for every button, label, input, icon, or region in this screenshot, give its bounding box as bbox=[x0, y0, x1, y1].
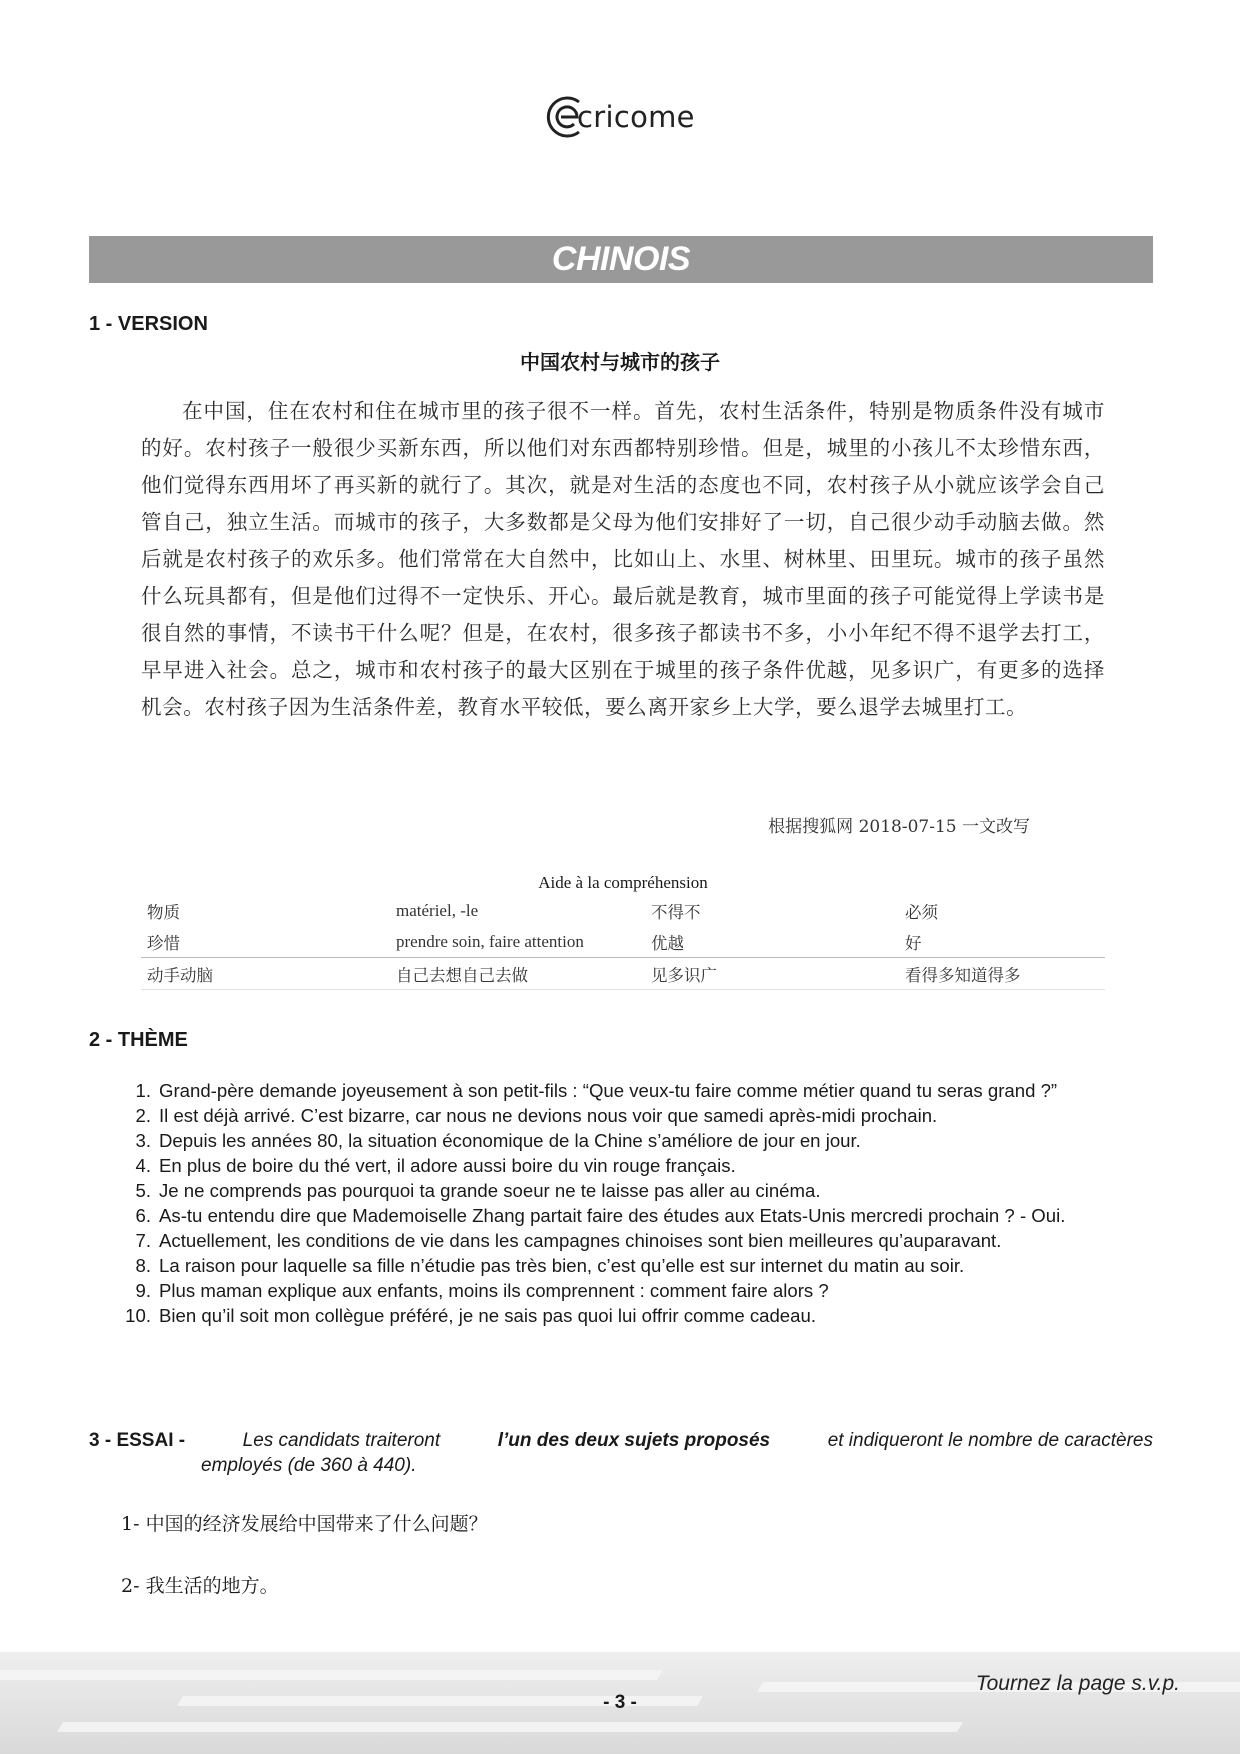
essai-block bbox=[89, 1428, 1153, 1478]
page-number: - 3 - bbox=[603, 1692, 637, 1713]
theme-item-number: 5. bbox=[135, 1180, 151, 1201]
theme-item-text: Plus maman explique aux enfants, moins ils comprennent : comment faire alors ? bbox=[159, 1280, 829, 1301]
essai-subject-text: 中国的经济发展给中国带来了什么问题？ bbox=[145, 1513, 488, 1535]
theme-item-text: Bien qu’il soit mon collègue préféré, je ne sais pas quoi lui offrir comme cadeau. bbox=[159, 1305, 816, 1326]
glossary-row bbox=[141, 895, 1105, 926]
theme-item-number: 8. bbox=[135, 1255, 151, 1276]
essai-instruction-a: Les candidats traiteront bbox=[242, 1430, 441, 1451]
theme-item-number: 4. bbox=[135, 1155, 151, 1176]
essai-subject bbox=[121, 1571, 279, 1598]
glossary-cell: prendre soin, faire attention bbox=[396, 931, 584, 951]
theme-item bbox=[119, 1278, 1153, 1303]
glossary-table bbox=[141, 895, 1105, 990]
theme-item bbox=[119, 1128, 1153, 1153]
theme-item-text: Il est déjà arrivé. C’est bizarre, car nous ne devions nous voir que samedi après-midi prochain. bbox=[159, 1105, 938, 1126]
theme-item bbox=[119, 1228, 1153, 1253]
glossary-cell: 动手动脑 bbox=[141, 958, 390, 990]
glossary-cell: 优越 bbox=[651, 933, 684, 953]
theme-item bbox=[119, 1178, 1153, 1203]
theme-list bbox=[119, 1078, 1153, 1328]
logo-text: cricome bbox=[577, 100, 695, 134]
footer-stripe bbox=[57, 1722, 963, 1732]
theme-item-text: Depuis les années 80, la situation économique de la Chine s’améliore de jour en jour. bbox=[159, 1130, 861, 1151]
glossary-cell: 必须 bbox=[905, 902, 938, 922]
theme-item-text: Actuellement, les conditions de vie dans les campagnes chinoises sont bien meilleures qu’auparavant. bbox=[159, 1230, 1002, 1251]
theme-item bbox=[119, 1303, 1153, 1328]
theme-item-number: 6. bbox=[135, 1205, 151, 1226]
theme-item-text: As-tu entendu dire que Mademoiselle Zhang partait faire des études aux Etats-Unis mercredi prochain ? - Oui. bbox=[159, 1205, 1066, 1226]
aide-title: Aide à la compréhension bbox=[538, 873, 708, 892]
theme-item bbox=[119, 1078, 1153, 1103]
theme-item bbox=[119, 1103, 1153, 1128]
essai-subject bbox=[121, 1509, 488, 1536]
glossary-row bbox=[141, 926, 1105, 958]
theme-item bbox=[119, 1203, 1153, 1228]
essai-instruction-c: et indiqueront le nombre de caractères bbox=[827, 1430, 1153, 1451]
version-title: 中国农村与城市的孩子 bbox=[520, 350, 720, 374]
theme-item-number: 3. bbox=[135, 1130, 151, 1151]
theme-item-text: Je ne comprends pas pourquoi ta grande soeur ne te laisse pas aller au cinéma. bbox=[159, 1180, 821, 1201]
theme-item-text: Grand-père demande joyeusement à son petit-fils : “Que veux-tu faire comme métier quand tu seras grand ?” bbox=[159, 1080, 1058, 1101]
theme-item-number: 2. bbox=[135, 1105, 151, 1126]
ecricome-logo bbox=[545, 92, 695, 142]
theme-item bbox=[119, 1153, 1153, 1178]
theme-heading: 2 - THÈME bbox=[89, 1029, 188, 1051]
glossary-row bbox=[141, 958, 1105, 990]
theme-item-number: 7. bbox=[135, 1230, 151, 1251]
version-text: 在中国，住在农村和住在城市里的孩子很不一样。首先，农村生活条件，特别是物质条件没有城市的好。农村孩子一般很少买新东西，所以他们对东西都特别珍惜。但是，城里的小孩儿不太珍惜东西，他们觉得东西用坏了再买新的就行了。其次，就是对生活的态度也不同，农村孩子从小就应该学会自己管自己，独立生活。而城市的孩子，大多数都是父母为他们安排好了一切，自己很少动手动脑去做。然后就是农村孩子的欢乐多。他们常常在大自然中，比如山上、水里、树林里、田里玩。城市的孩子虽然什么玩具都有，但是他们过得不一定快乐、开心。最后就是教育，城市里面的孩子可能觉得上学读书是很自然的事情，不读书干什么呢？但是，在农村，很多孩子都读书不多，小小年纪不得不退学去打工，早早进入社会。总之，城市和农村孩子的最大区别在于城里的孩子条件优越，见多识广，有更多的选择机会。农村孩子因为生活条件差，教育水平较低，要么离开家乡上大学，要么退学去城里打工。 bbox=[141, 399, 1105, 719]
turn-page-note: Tournez la page s.v.p. bbox=[975, 1672, 1180, 1695]
essai-instruction-d: employés (de 360 à 440). bbox=[201, 1455, 417, 1476]
glossary-cell: 看得多知道得多 bbox=[899, 958, 1105, 990]
theme-item-number: 10. bbox=[125, 1305, 151, 1326]
theme-item-number: 1. bbox=[135, 1080, 151, 1101]
essai-instructions bbox=[89, 1428, 1153, 1453]
theme-item bbox=[119, 1253, 1153, 1278]
glossary-cell: 珍惜 bbox=[147, 933, 180, 953]
essai-heading: 3 - ESSAI - bbox=[89, 1430, 186, 1451]
theme-item-text: En plus de boire du thé vert, il adore aussi boire du vin rouge français. bbox=[159, 1155, 736, 1176]
version-source: 根据搜狐网 2018-07-15 一文改写 bbox=[768, 817, 1030, 837]
glossary-cell: 物质 bbox=[147, 902, 180, 922]
theme-item-number: 9. bbox=[135, 1280, 151, 1301]
glossary-cell: 不得不 bbox=[651, 902, 701, 922]
subject-banner: CHINOIS bbox=[89, 236, 1153, 283]
footer-stripe bbox=[0, 1670, 663, 1680]
glossary-cell: 见多识广 bbox=[645, 958, 899, 990]
essai-subject-text: 我生活的地方。 bbox=[145, 1575, 279, 1597]
theme-item-text: La raison pour laquelle sa fille n’étudie pas très bien, c’est qu’elle est sur internet du matin au soir. bbox=[159, 1255, 965, 1276]
essai-subject-number: 1- bbox=[121, 1513, 140, 1535]
glossary-cell: 好 bbox=[905, 933, 922, 953]
glossary-cell: 自己去想自己去做 bbox=[390, 958, 645, 990]
essai-instruction-emphasis: l’un des deux sujets proposés bbox=[497, 1430, 771, 1451]
version-heading: 1 - VERSION bbox=[89, 313, 208, 335]
essai-subject-number: 2- bbox=[121, 1575, 140, 1597]
glossary-cell: matériel, -le bbox=[396, 900, 479, 920]
